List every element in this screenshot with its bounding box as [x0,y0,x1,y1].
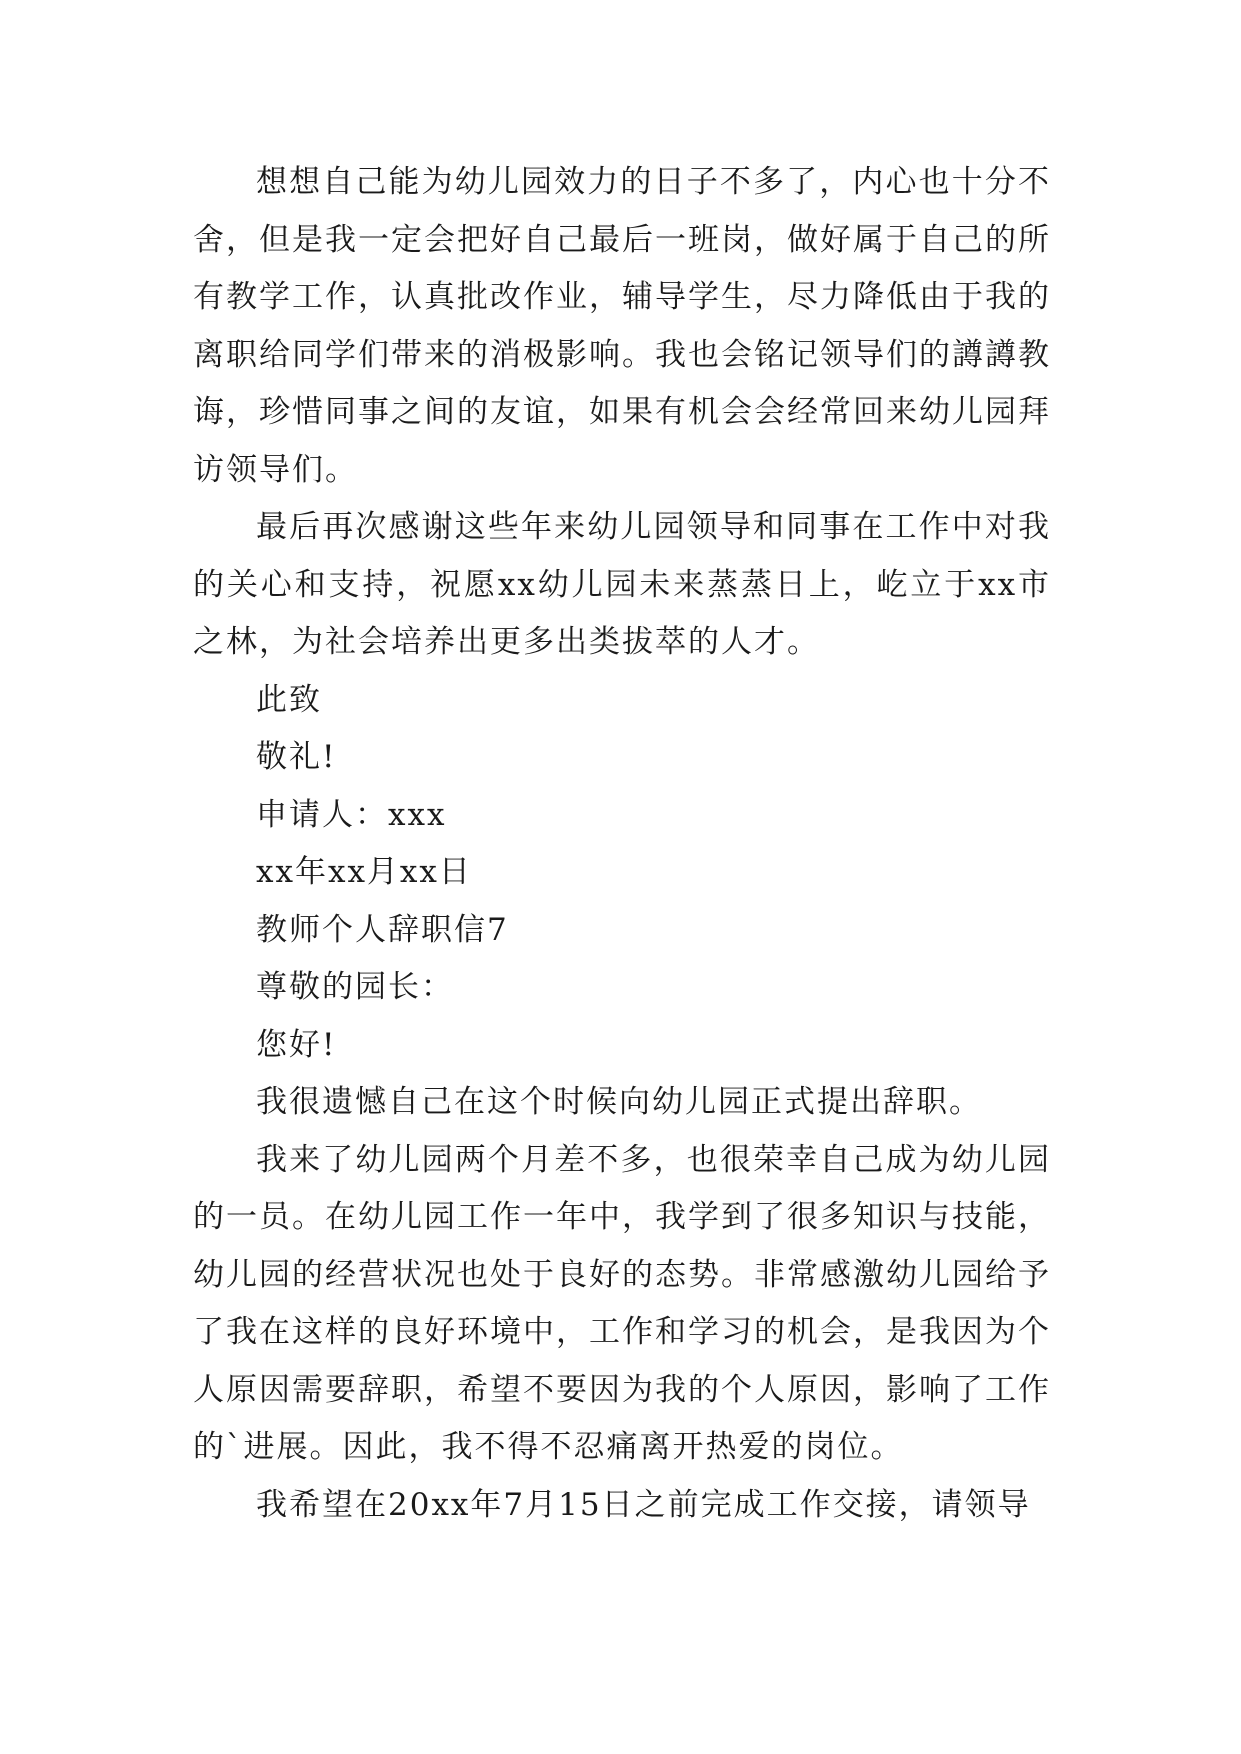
letter-addressee: 尊敬的园长： [256,969,454,1005]
closing-salutation: 此致 [256,681,322,718]
body-paragraph: 想想自己能为幼儿园效力的日子不多了，内心也十分不舍，但是我一定会把好自己最后一班岗，做好属于自己的所有教学工作，认真批改作业，辅导学生，尽力降低由于我的离职给同学们带来的消极影响。我也会铭记领导们的譐譐教诲，珍惜同事之间的友谊，如果有机会会经常回来幼儿园拜访领导们。 [193,164,1051,488]
letter-greeting: 您好! [256,1026,337,1063]
body-paragraph: 最后再次感谢这些年来幼儿园领导和同事在工作中对我的关心和支持，祝愿xx幼儿园未来蒸蒸日上，屹立于xx市之林，为社会培养出更多出类拔萃的人才。 [193,509,1051,660]
closing-regards: 敬礼! [256,739,337,775]
letter-date: xx年xx月xx日 [256,854,472,890]
applicant-signature: 申请人：xxx [256,796,447,833]
document-body [193,154,1051,1534]
body-paragraph: 我希望在20xx年7月15日之前完成工作交接，请领导 [256,1486,1031,1523]
letter-title: 教师个人辞职信7 [256,911,509,948]
body-paragraph: 我很遗憾自己在这个时候向幼儿园正式提出辞职。 [256,1084,982,1120]
body-paragraph: 我来了幼儿园两个月差不多，也很荣幸自己成为幼儿园的一员。在幼儿园工作一年中，我学到了很多知识与技能，幼儿园的经营状况也处于良好的态势。非常感激幼儿园给予了我在这样的良好环境中，工作和学习的机会，是我因为个人原因需要辞职，希望不要因为我的个人原因，影响了工作的`进展。因此，我不得不忍痛离开热爱的岗位。 [193,1141,1051,1465]
